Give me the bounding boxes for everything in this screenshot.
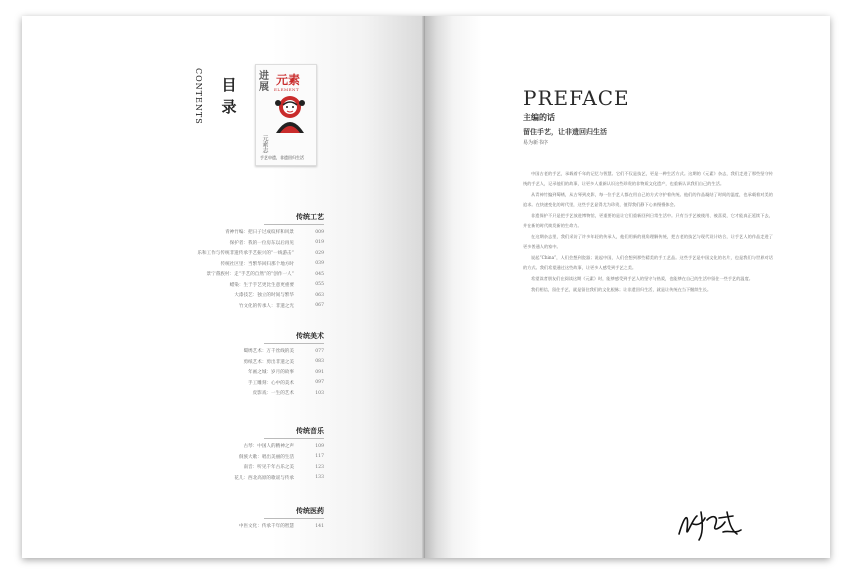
toc-section-title: 传统工艺	[296, 212, 324, 221]
toc-entry-page: 103	[315, 390, 324, 396]
preface-body	[523, 169, 773, 296]
toc-entry[interactable]	[92, 346, 324, 357]
toc-entry[interactable]	[92, 462, 324, 473]
toc-entry[interactable]	[92, 290, 324, 301]
toc-entry[interactable]	[92, 357, 324, 368]
cover-spine-text: 元素志	[261, 135, 268, 153]
toc-entry-page: 009	[315, 229, 324, 235]
toc-entry-page: 077	[315, 348, 324, 354]
toc-entry-text: 花儿：西北高原的歌谣与传承	[234, 475, 294, 481]
opera-mask-illustration-icon	[270, 93, 310, 137]
toc-entry-page: 141	[315, 523, 324, 529]
toc-entry[interactable]	[92, 248, 324, 259]
cover-title-black: 进展	[259, 71, 269, 93]
toc-entry[interactable]	[92, 367, 324, 378]
toc-title-en: CONTENTS	[194, 68, 203, 125]
toc-entry[interactable]	[92, 452, 324, 463]
preface-paragraph: 从青神竹编到蜀绣，从古琴到皮影，每一位手艺人都在用自己的方式守护着传统。他们的作品凝结了时间的温度，也承载着对美的追求。在快速变化的时代里，这些手艺显得尤为珍贵，值得我们静下心来慢慢体会。	[523, 192, 773, 207]
toc-entry-page: 083	[315, 359, 324, 365]
toc-entry[interactable]	[92, 441, 324, 452]
toc-section-medicine	[92, 506, 324, 532]
toc-entry-text: 保护者：我的一位房东以后再见	[229, 240, 294, 246]
toc-entry-page: 133	[315, 475, 324, 481]
preface-author: 易为新书序	[523, 140, 549, 146]
preface-paragraph: 说起“China”，人们会想到瓷器；说起中国，人们会想到那些精美的手工艺品。这些手艺是中国文化的名片，也是我们与世界对话的方式。我们希望通过这些故事，让更多人感受到手艺之美。	[523, 255, 773, 270]
toc-entry[interactable]	[92, 521, 324, 532]
preface-paragraph: 中国古老的手艺，承载着千年的记忆与智慧。它们不仅是技艺，更是一种生活方式。这期的《元素》杂志，我们走进了那些坚守传统的手艺人，记录他们的故事，让更多人重新认识这些珍贵的非物质文化遗产，也重新认识我们自己的生活。	[523, 171, 773, 186]
toc-entry-text: 乐和工作与传统非遗传承手艺振兴的“一线游击”	[197, 251, 294, 257]
toc-entry-text: 中医文化：传承千年的智慧	[238, 524, 294, 530]
toc-entry-page: 039	[315, 261, 324, 267]
cover-title-red-en: ELEMENT	[274, 87, 300, 92]
section-divider	[264, 518, 324, 519]
toc-entry-page: 117	[315, 454, 324, 460]
toc-section-title: 传统音乐	[296, 426, 324, 435]
preface-page	[425, 16, 830, 558]
preface-headline: 留住手艺，让非遗回归生活	[523, 127, 607, 136]
section-divider	[264, 438, 324, 439]
toc-entry-text: 南音：听见千年古乐之美	[243, 465, 294, 471]
toc-entry-page: 109	[315, 443, 324, 449]
toc-title-char-1: 目	[221, 76, 237, 94]
toc-title	[214, 74, 244, 118]
preface-paragraph: 我们相信，留住手艺，就是留住我们的文化根脉；让非遗回归生活，就是让传统在当下继续生长。	[531, 287, 712, 292]
toc-entry[interactable]	[92, 238, 324, 249]
magazine-cover-thumbnail	[255, 64, 317, 166]
toc-entry-page: 045	[315, 271, 324, 277]
toc-entry[interactable]	[92, 388, 324, 399]
toc-entry[interactable]	[92, 301, 324, 312]
toc-entry-page: 123	[315, 464, 324, 470]
cover-title-red: 元素	[276, 73, 301, 87]
toc-section-title: 传统美术	[296, 331, 324, 340]
preface-paragraph: 希望读者朋友们在阅读这期《元素》时，能够感受到手艺人的坚守与热爱，也能够在自己的生活中留住一些手艺的温度。	[531, 276, 753, 281]
toc-entry-page: 055	[315, 282, 324, 288]
toc-entry[interactable]	[92, 378, 324, 389]
toc-entry-text: 剪纸艺术：剪出非遗之美	[243, 359, 294, 365]
toc-section-music	[92, 426, 324, 483]
toc-entry-text: 年画之城：岁月的故事	[248, 370, 294, 376]
toc-entry-text: 蜀绣艺术：万千丝线的美	[243, 349, 294, 355]
toc-entry-page: 019	[315, 240, 324, 246]
toc-title-char-2: 录	[221, 98, 237, 116]
toc-entry[interactable]	[92, 227, 324, 238]
toc-entry-text: 皮影戏：一生的艺术	[252, 391, 294, 397]
toc-entry-text: 青神竹编：把日子过成纹样和风景	[225, 230, 294, 236]
preface-title: PREFACE	[523, 86, 630, 110]
toc-entry-page: 029	[315, 250, 324, 256]
toc-entry-text: 景宁畲族村：走“手艺的自然”的“创作一人”	[206, 272, 294, 278]
toc-entry-text: 古琴：中国人的精神之声	[243, 444, 294, 450]
preface-paragraph: 在这期杂志里，我们采访了许多年轻的传承人，他们用新的视角理解传统，把古老的技艺与现代设计结合，让手艺人的作品走进了更多普通人的家中。	[523, 234, 773, 249]
toc-entry-page: 097	[315, 380, 324, 386]
toc-entry-page: 063	[315, 292, 324, 298]
toc-entry[interactable]	[92, 269, 324, 280]
preface-subtitle: 主编的话	[523, 112, 555, 122]
cover-caption: 手艺申遗，非遗回归生活	[260, 155, 304, 160]
contents-page	[22, 16, 425, 558]
editor-signature	[675, 504, 745, 544]
section-divider	[264, 343, 324, 344]
toc-entry-text: 蜡染：生于手艺更比生意更重要	[229, 282, 294, 288]
toc-entry[interactable]	[92, 259, 324, 270]
toc-entry-page: 091	[315, 369, 324, 375]
magazine-spread	[22, 16, 830, 558]
toc-section-title: 传统医药	[296, 506, 324, 515]
toc-entry-page: 067	[315, 303, 324, 309]
toc-section-crafts	[92, 212, 324, 311]
toc-entry-text: 竹文化的传承人：非遗之光	[238, 303, 294, 309]
toc-entry-text: 手工雕刻：心中的美术	[248, 380, 294, 386]
section-divider	[264, 224, 324, 225]
preface-paragraph: 非遗保护不只是把手艺放进博物馆，更重要的是让它们重新回到日常生活中。只有当手艺被使用、被喜爱，它才能真正延续下去，并在新的时代焕发新的生命力。	[523, 213, 773, 228]
toc-entry[interactable]	[92, 280, 324, 291]
toc-entry[interactable]	[92, 473, 324, 484]
toc-entry-text: 大漆技艺：独立的时间与繁华	[234, 293, 294, 299]
toc-section-art	[92, 331, 324, 399]
toc-entry-text: 侗族大歌：唱出美丽的生活	[238, 454, 294, 460]
toc-entry-text: 传统社区里：当繁华回归那个地方时	[220, 261, 294, 267]
